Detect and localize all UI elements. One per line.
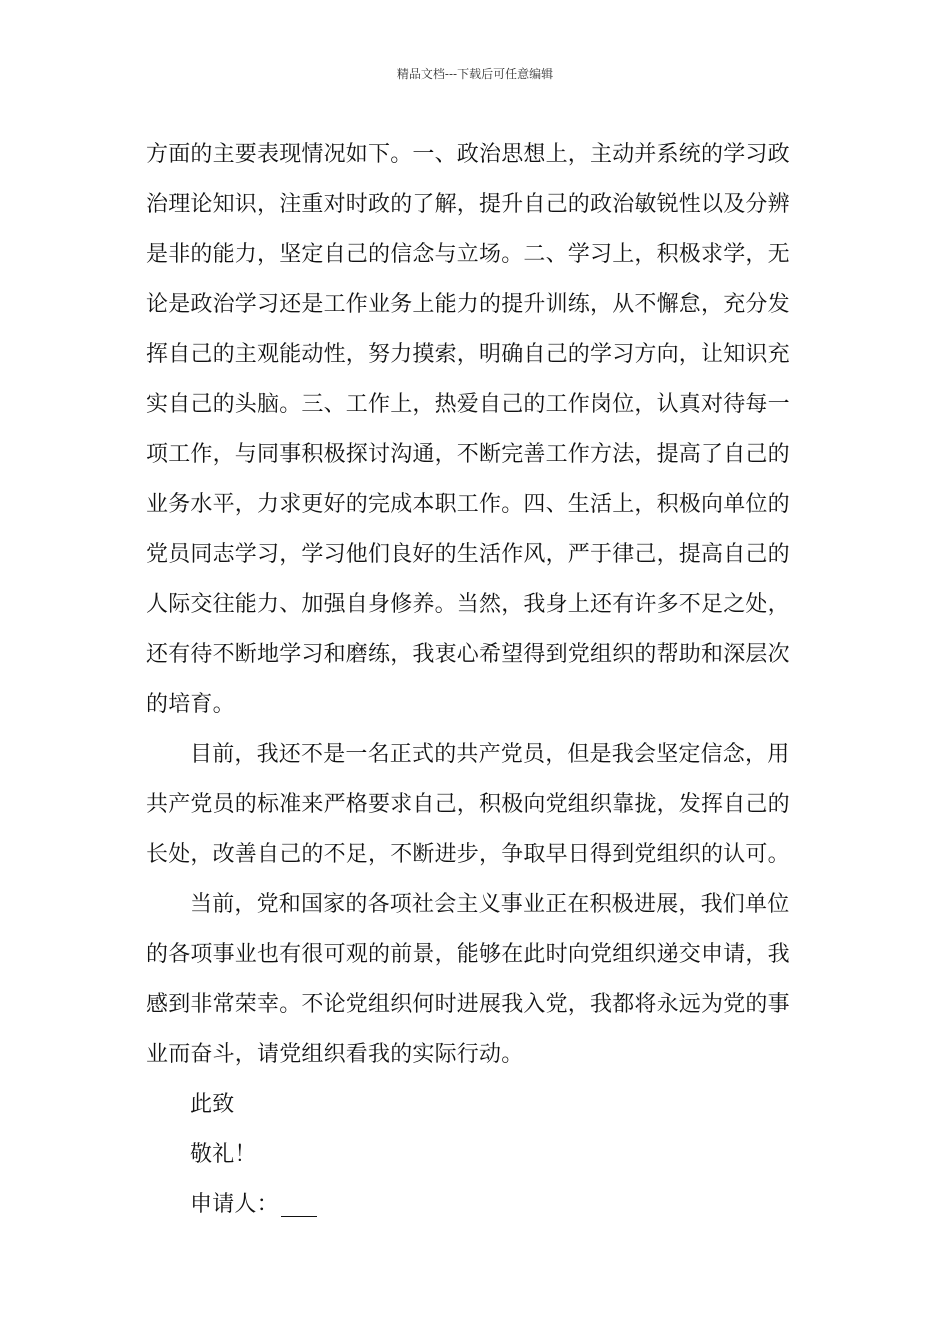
page-header: 精品文档---下载后可任意编辑 bbox=[396, 67, 554, 81]
text-line: 是非的能力，坚定自己的信念与立场。二、学习上，积极求学，无 bbox=[146, 242, 790, 267]
closing-block bbox=[146, 1080, 806, 1230]
text-line: 业务水平，力求更好的完成本职工作。四、生活上，积极向单位的 bbox=[146, 492, 790, 517]
text-line: 人际交往能力、加强自身修养。当然，我身上还有许多不足之处， bbox=[146, 592, 790, 617]
text-line: 挥自己的主观能动性，努力摸索，明确自己的学习方向，让知识充 bbox=[146, 342, 790, 367]
paragraph-performance bbox=[146, 130, 806, 730]
text-line: 方面的主要表现情况如下。一、政治思想上，主动并系统的学习政 bbox=[146, 142, 790, 167]
text-line: 实自己的头脑。三、工作上，热爱自己的工作岗位，认真对待每一 bbox=[146, 392, 790, 417]
text-line: 目前，我还不是一名正式的共产党员，但是我会坚定信念，用 bbox=[190, 742, 790, 767]
applicant-line bbox=[146, 1180, 806, 1230]
applicant-name-blank bbox=[281, 1192, 317, 1217]
applicant-label: 申请人： bbox=[190, 1192, 279, 1217]
text-line: 共产党员的标准来严格要求自己，积极向党组织靠拢，发挥自己的 bbox=[146, 792, 790, 817]
text-line: 还有待不断地学习和磨练，我衷心希望得到党组织的帮助和深层次 bbox=[146, 642, 790, 667]
text-line: 感到非常荣幸。不论党组织何时进展我入党，我都将永远为党的事 bbox=[146, 992, 790, 1017]
paragraph-commitment bbox=[146, 880, 806, 1080]
text-line: 项工作，与同事积极探讨沟通，不断完善工作方法，提高了自己的 bbox=[146, 442, 790, 467]
closing-salutation: 此致 bbox=[190, 1092, 235, 1117]
text-line: 治理论知识，注重对时政的了解，提升自己的政治敏锐性以及分辨 bbox=[146, 192, 790, 217]
text-line: 当前，党和国家的各项社会主义事业正在积极进展，我们单位 bbox=[190, 892, 790, 917]
text-line: 论是政治学习还是工作业务上能力的提升训练，从不懈怠，充分发 bbox=[146, 292, 790, 317]
paragraph-current-status bbox=[146, 730, 806, 880]
closing-regards: 敬礼！ bbox=[190, 1142, 257, 1167]
text-line: 长处，改善自己的不足，不断进步，争取早日得到党组织的认可。 bbox=[146, 842, 790, 867]
text-line: 党员同志学习，学习他们良好的生活作风，严于律己，提高自己的 bbox=[146, 542, 790, 567]
document-body bbox=[146, 130, 806, 1230]
text-line: 的培育。 bbox=[146, 692, 235, 717]
text-line: 业而奋斗，请党组织看我的实际行动。 bbox=[146, 1042, 524, 1067]
text-line: 的各项事业也有很可观的前景，能够在此时向党组织递交申请，我 bbox=[146, 942, 790, 967]
